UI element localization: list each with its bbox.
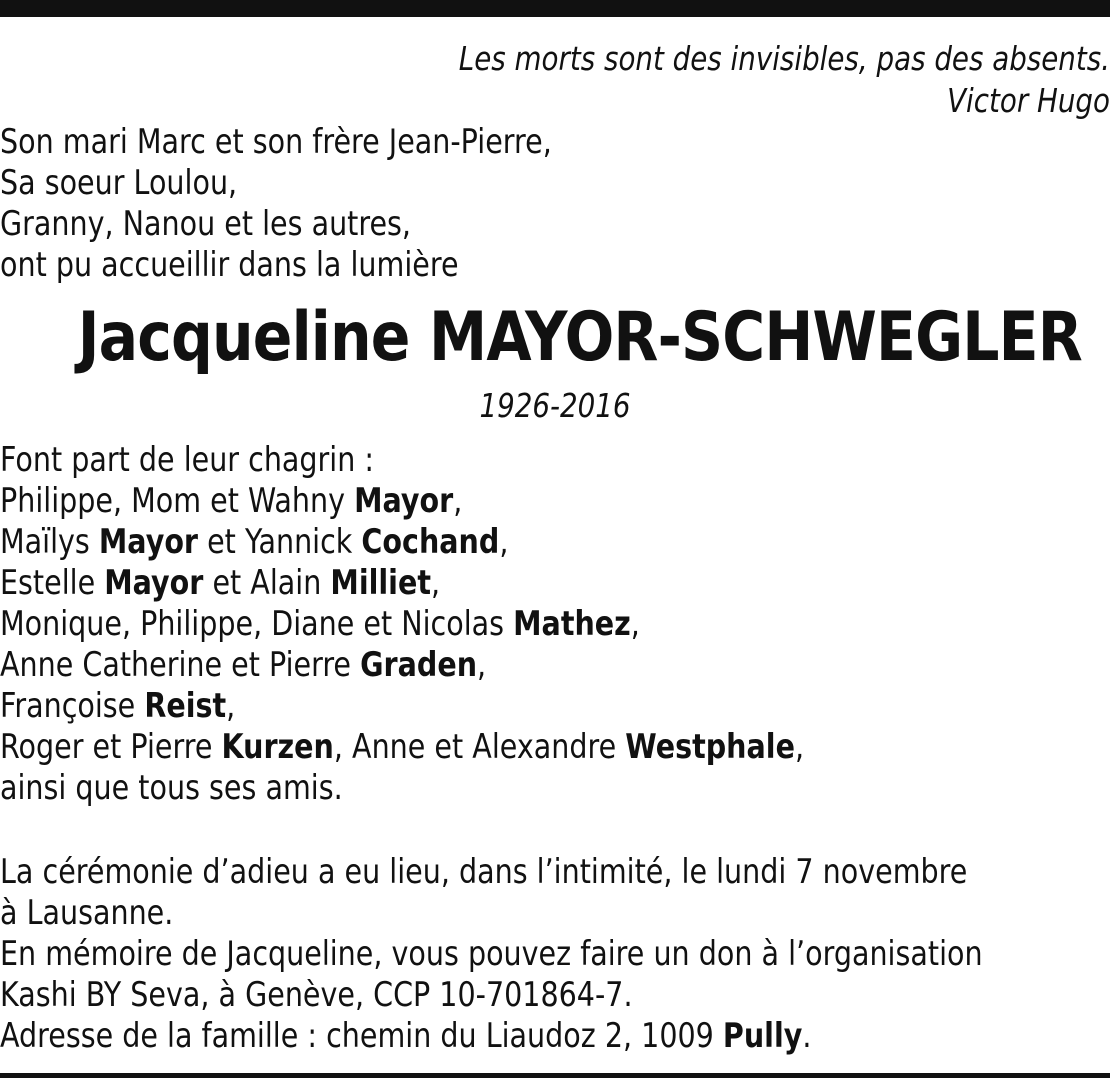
surname: Westphale	[625, 727, 795, 767]
top-rule	[0, 0, 1110, 17]
text-segment: et Alain	[203, 563, 331, 603]
text-segment: ,	[794, 727, 805, 767]
text-segment: Kashi BY Seva, à Genève, CCP 10-701864-7.	[0, 975, 633, 1015]
text-segment: Adresse de la famille : chemin du Liaudoz 2, 1009	[0, 1016, 723, 1056]
surname: Reist	[144, 686, 227, 726]
text-segment: ,	[630, 604, 640, 644]
surname: Graden	[360, 645, 478, 685]
family-line	[0, 481, 804, 522]
family-block	[0, 440, 804, 809]
family-line	[0, 645, 804, 686]
text-segment: ,	[226, 686, 236, 726]
text-segment: ainsi que tous ses amis.	[0, 768, 343, 808]
surname: Mayor	[104, 563, 204, 603]
surname: Kurzen	[221, 727, 334, 767]
ceremony-line	[0, 934, 983, 975]
text-segment: , Anne et Alexandre	[333, 727, 626, 767]
text-segment: Roger et Pierre	[0, 727, 222, 767]
intro-line: ont pu accueillir dans la lumière	[0, 245, 459, 285]
ceremony-block	[0, 852, 983, 1057]
surname: Cochand	[361, 522, 500, 562]
surname: Mayor	[98, 522, 199, 562]
intro-line: Son mari Marc et son frère Jean-Pierre,	[0, 122, 552, 162]
family-line	[0, 686, 804, 727]
family-line	[0, 563, 804, 604]
ceremony-line	[0, 893, 983, 934]
family-line	[0, 768, 804, 809]
intro-line: Sa soeur Loulou,	[0, 163, 238, 203]
surname: Pully	[722, 1016, 803, 1056]
text-segment: et Yannick	[198, 522, 362, 562]
life-dates: 1926-2016	[479, 386, 631, 425]
ceremony-line	[0, 1016, 983, 1057]
text-segment: ,	[477, 645, 487, 685]
family-line	[0, 727, 804, 768]
family-line	[0, 604, 804, 645]
ceremony-line	[0, 975, 983, 1016]
family-line	[0, 522, 804, 563]
surname: Milliet	[330, 563, 431, 603]
ceremony-text	[0, 852, 983, 1057]
text-segment: Maïlys	[0, 522, 99, 562]
text-segment: En mémoire de Jacqueline, vous pouvez faire un don à l’organisation	[0, 934, 983, 974]
deceased-name: Jacqueline MAYOR-SCHWEGLER	[77, 298, 1082, 377]
intro-line: Granny, Nanou et les autres,	[0, 204, 412, 244]
text-segment: ,	[430, 563, 441, 603]
text-segment: Anne Catherine et Pierre	[0, 645, 361, 685]
text-segment: La cérémonie d’adieu a eu lieu, dans l’intimité, le lundi 7 novembre	[0, 852, 968, 892]
text-segment: à Lausanne.	[0, 893, 174, 933]
quote-text: Les morts sont des invisibles, pas des absents.	[458, 39, 1110, 78]
surname: Mayor	[354, 481, 454, 521]
epigraph-quote	[178, 38, 1110, 122]
family-heading: Font part de leur chagrin :	[0, 440, 375, 480]
text-segment: Françoise	[0, 686, 145, 726]
intro-block	[0, 122, 552, 286]
quote-author: Victor Hugo	[947, 81, 1110, 120]
text-segment: ,	[499, 522, 509, 562]
text-segment: Philippe, Mom et Wahny	[0, 481, 355, 521]
text-segment: Monique, Philippe, Diane et Nicolas	[0, 604, 514, 644]
ceremony-line	[0, 852, 983, 893]
text-segment: Estelle	[0, 563, 105, 603]
surname: Mathez	[513, 604, 631, 644]
text-segment: .	[802, 1016, 812, 1056]
text-segment: ,	[453, 481, 463, 521]
bottom-rule	[0, 1073, 1110, 1078]
family-list	[0, 481, 804, 809]
